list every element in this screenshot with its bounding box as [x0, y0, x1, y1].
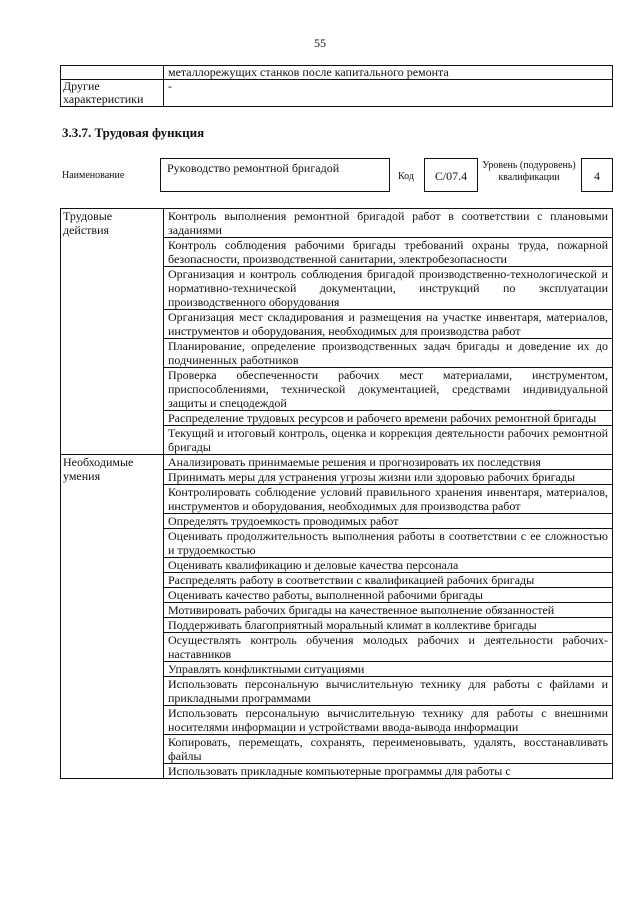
table-row — [61, 66, 613, 80]
list-item: Проверка обеспеченности рабочих мест материалами, инструментом, приспособлениями, технической документацией, средствами индивидуальной защиты и спецодеждой — [164, 368, 613, 411]
continuation-table — [60, 65, 613, 107]
list-item: Управлять конфликтными ситуациями — [164, 662, 613, 677]
level-label: Уровень (подуровень) квалификации — [482, 160, 576, 183]
page-number: 55 — [314, 36, 326, 50]
list-item: Организация мест складирования и размещения на участке инвентаря, материалов, инструментов и оборудования, необходимых для производства работ — [164, 310, 613, 339]
row-label: Другие характеристики — [61, 80, 164, 107]
list-item: Организация и контроль соблюдения бригадой производственно-технологической и нормативно-технической документации, инструкций по эксплуатации производственного оборудования — [164, 267, 613, 310]
name-label: Наименование — [62, 170, 125, 181]
list-item: Оценивать продолжительность выполнения работы в соответствии с ее сложностью и трудоемкостью — [164, 529, 613, 558]
function-table — [60, 208, 613, 779]
list-item: Текущий и итоговый контроль, оценка и коррекция деятельности рабочих ремонтной бригады — [164, 426, 613, 455]
table-row — [61, 80, 613, 107]
level-box: 4 — [581, 158, 613, 192]
list-item: Распределять работу в соответствии с квалификацией рабочих бригады — [164, 573, 613, 588]
table-row — [61, 455, 613, 470]
list-item: Планирование, определение производственных задач бригады и доведение их до подчиненных работников — [164, 339, 613, 368]
list-item: Анализировать принимаемые решения и прогнозировать их последствия — [164, 455, 613, 470]
row-label — [61, 66, 164, 80]
list-item: Поддерживать благоприятный моральный климат в коллективе бригады — [164, 618, 613, 633]
list-item: Использовать прикладные компьютерные программы для работы с — [164, 764, 613, 779]
table-row — [61, 209, 613, 238]
list-item: Мотивировать рабочих бригады на качественное выполнение обязанностей — [164, 603, 613, 618]
list-item: Использовать персональную вычислительную технику для работы с внешними носителями информации и устройствами ввода-вывода информации — [164, 706, 613, 735]
list-item: Контроль выполнения ремонтной бригадой работ в соответствии с плановыми заданиями — [164, 209, 613, 238]
row-value: - — [164, 80, 613, 107]
code-box: С/07.4 — [424, 158, 478, 192]
code-label: Код — [398, 171, 414, 182]
list-item: Принимать меры для устранения угрозы жизни или здоровью рабочих бригады — [164, 470, 613, 485]
list-item: Оценивать качество работы, выполненной рабочими бригады — [164, 588, 613, 603]
list-item: Контролировать соблюдение условий правильного хранения инвентаря, материалов, инструментов и оборудования, необходимых для производства работ — [164, 485, 613, 514]
row-value: металлорежущих станков после капитального ремонта — [164, 66, 613, 80]
list-item: Осуществлять контроль обучения молодых рабочих и деятельности рабочих-наставников — [164, 633, 613, 662]
section-title: 3.3.7. Трудовая функция — [62, 125, 205, 140]
list-item: Оценивать квалификацию и деловые качества персонала — [164, 558, 613, 573]
category-label: Трудовые действия — [61, 209, 164, 455]
list-item: Определять трудоемкость проводимых работ — [164, 514, 613, 529]
category-label: Необходимые умения — [61, 455, 164, 779]
list-item: Использовать персональную вычислительную технику для работы с файлами и прикладными программами — [164, 677, 613, 706]
function-name-box: Руководство ремонтной бригадой — [160, 158, 390, 192]
list-item: Копировать, перемещать, сохранять, переименовывать, удалять, восстанавливать файлы — [164, 735, 613, 764]
list-item: Контроль соблюдения рабочими бригады требований охраны труда, пожарной безопасности, производственной санитарии, электробезопасности — [164, 238, 613, 267]
list-item: Распределение трудовых ресурсов и рабочего времени рабочих ремонтной бригады — [164, 411, 613, 426]
